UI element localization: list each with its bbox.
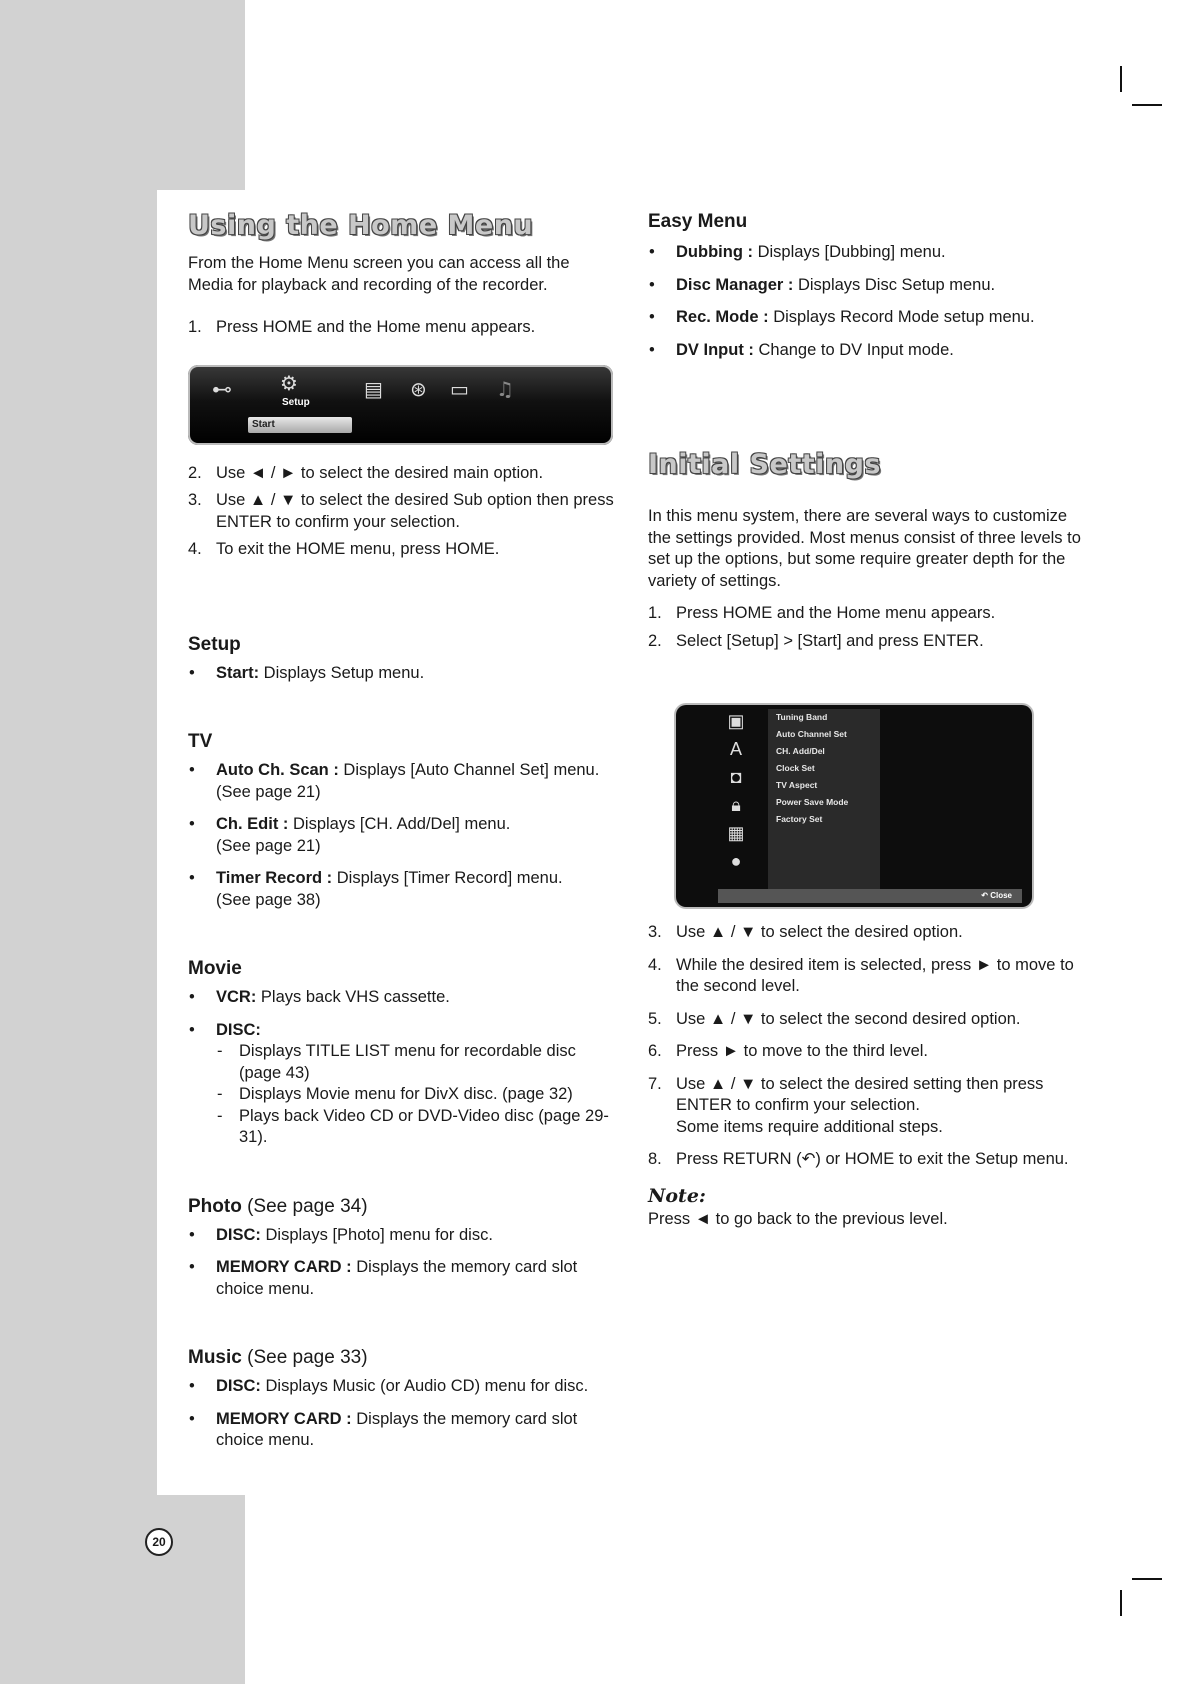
easy-menu-list — [648, 242, 1088, 361]
note-text: Press ◄ to go back to the previous level. — [648, 1209, 948, 1228]
setup-list — [188, 663, 618, 685]
movie-icon: ⊛ — [410, 376, 427, 401]
left-column — [188, 210, 618, 1463]
crop-mark — [1132, 1578, 1162, 1580]
sub-list-item: - Displays TITLE LIST menu for recordable disc (page 43) — [216, 1041, 618, 1084]
setup-menu-item: CH. Add/Del — [776, 746, 825, 756]
step-item: 8. Press RETURN (↶) or HOME to exit the Setup menu. — [648, 1150, 1069, 1168]
step-item: 3. Use ▲ / ▼ to select the desired option. — [648, 923, 963, 941]
disc-icon: ● — [730, 851, 742, 871]
setup-menu-item: Clock Set — [776, 763, 815, 773]
list-item: • Disc Manager : Displays Disc Setup menu. — [648, 275, 1088, 297]
setup-menu-item: Power Save Mode — [776, 797, 849, 807]
list-item: • Rec. Mode : Displays Record Mode setup menu. — [648, 307, 1088, 329]
step-item: 3. Use ▲ / ▼ to select the desired Sub option then press ENTER to confirm your selection. — [188, 491, 614, 531]
photo-icon: ▭ — [450, 376, 469, 401]
movie-heading: Movie — [188, 958, 242, 979]
section-title-initial-settings: Initial Settings — [648, 449, 882, 480]
step-item: 4. While the desired item is selected, press ► to move to the second level. — [648, 955, 1074, 995]
initial-settings-intro: In this menu system, there are several ways to customize the settings provided. Most menus consist of three levels to set up the options, but some require greater depth for the variety of settings. — [648, 507, 1081, 590]
tv-heading: TV — [188, 731, 213, 752]
list-item: • DV Input : Change to DV Input mode. — [648, 340, 1088, 362]
step-list — [188, 463, 618, 561]
section-title-home-menu: Using the Home Menu — [188, 210, 534, 241]
music-heading: Music (See page 33) — [188, 1347, 368, 1368]
close-label: Close — [990, 891, 1012, 900]
step-list — [648, 603, 1088, 652]
movie-list — [188, 987, 618, 1149]
list-item: • Ch. Edit : Displays [CH. Add/Del] menu. (See page 21) — [188, 814, 618, 857]
list-item: • VCR: Plays back VHS cassette. — [188, 987, 618, 1009]
list-item: • Auto Ch. Scan : Displays [Auto Channel Set] menu. (See page 21) — [188, 760, 618, 803]
start-option: Start — [248, 417, 352, 433]
tv-list — [188, 760, 618, 911]
crop-mark — [1120, 1590, 1122, 1616]
tuner-icon: ▣ — [727, 711, 745, 731]
sub-list-item: - Displays Movie menu for DivX disc. (page 32) — [216, 1084, 618, 1106]
note-heading: Note: — [648, 1184, 706, 1207]
setup-menu-screenshot — [676, 705, 1032, 907]
list-item: • DISC: - Displays TITLE LIST menu for recordable disc (page 43) - Displays Movie menu for DivX disc. (page 32) - Plays back Video CD or DVD-Video disc (page 29-31). — [188, 1020, 618, 1149]
disc-sub-list — [216, 1041, 618, 1149]
setup-menu-item: Auto Channel Set — [776, 729, 847, 739]
step-item: 2. Select [Setup] > [Start] and press ENTER. — [648, 631, 984, 650]
step-item: 5. Use ▲ / ▼ to select the second desired option. — [648, 1009, 1021, 1028]
return-icon: ↶ — [981, 891, 991, 900]
step-item: 6. Press ► to move to the third level. — [648, 1042, 929, 1060]
setup-menu-list — [768, 709, 880, 889]
home-menu-screenshot — [188, 365, 613, 445]
list-item: • DISC: Displays [Photo] menu for disc. — [188, 1225, 618, 1247]
list-item: • Start: Displays Setup menu. — [188, 663, 618, 685]
setup-menu-footer — [718, 889, 1022, 903]
setup-menu-item: TV Aspect — [776, 780, 818, 790]
setup-menu-item: Tuning Band — [776, 712, 828, 722]
photo-list — [188, 1225, 618, 1301]
crop-mark — [1120, 66, 1122, 92]
step-item: 7. Use ▲ / ▼ to select the desired setting then press ENTER to confirm your selection. Some items require additional steps. — [648, 1074, 1044, 1136]
audio-icon: ◘ — [730, 767, 742, 787]
language-icon: A — [729, 739, 742, 759]
step-item: 4. To exit the HOME menu, press HOME. — [188, 540, 500, 558]
crop-mark — [1132, 104, 1162, 106]
easy-menu-heading: Easy Menu — [648, 211, 748, 232]
sub-list-item: - Plays back Video CD or DVD-Video disc (page 29-31). — [216, 1106, 618, 1149]
sidebar-band-bottom — [0, 1495, 245, 1684]
list-item: • Dubbing : Displays [Dubbing] menu. — [648, 242, 1088, 264]
step-list — [188, 317, 618, 339]
music-icon: ♫ — [496, 376, 514, 401]
step-item: 2. Use ◄ / ► to select the desired main option. — [188, 463, 544, 482]
list-item: • MEMORY CARD : Displays the memory card slot choice menu. — [188, 1257, 618, 1300]
setup-icon-column — [718, 711, 754, 891]
setup-menu-item: Factory Set — [776, 814, 823, 824]
step-item: 1. Press HOME and the Home menu appears. — [188, 318, 536, 336]
page-number: 20 — [145, 1528, 173, 1556]
list-item: • MEMORY CARD : Displays the memory card slot choice menu. — [188, 1409, 618, 1452]
music-list — [188, 1376, 618, 1452]
step-item: 1. Press HOME and the Home menu appears. — [648, 604, 996, 622]
list-item: • DISC: Displays Music (or Audio CD) menu for disc. — [188, 1376, 618, 1398]
tv-icon: ▤ — [364, 376, 383, 401]
setup-label: Setup — [282, 396, 310, 408]
home-icon: ⊷ — [212, 376, 232, 401]
photo-heading: Photo (See page 34) — [188, 1195, 368, 1217]
intro-text: From the Home Menu screen you can access all the Media for playback and recording of the recorder. — [188, 254, 570, 294]
lock-icon: 🔒︎ — [731, 795, 741, 815]
step-list — [648, 922, 1088, 1171]
setup-gear-icon: ⚙ — [280, 370, 298, 395]
recording-icon: ▦ — [727, 823, 745, 843]
setup-heading: Setup — [188, 633, 241, 655]
sidebar-band-top — [0, 0, 245, 190]
sidebar-band-left — [0, 190, 157, 1495]
list-item: • Timer Record : Displays [Timer Record] menu. (See page 38) — [188, 868, 618, 911]
